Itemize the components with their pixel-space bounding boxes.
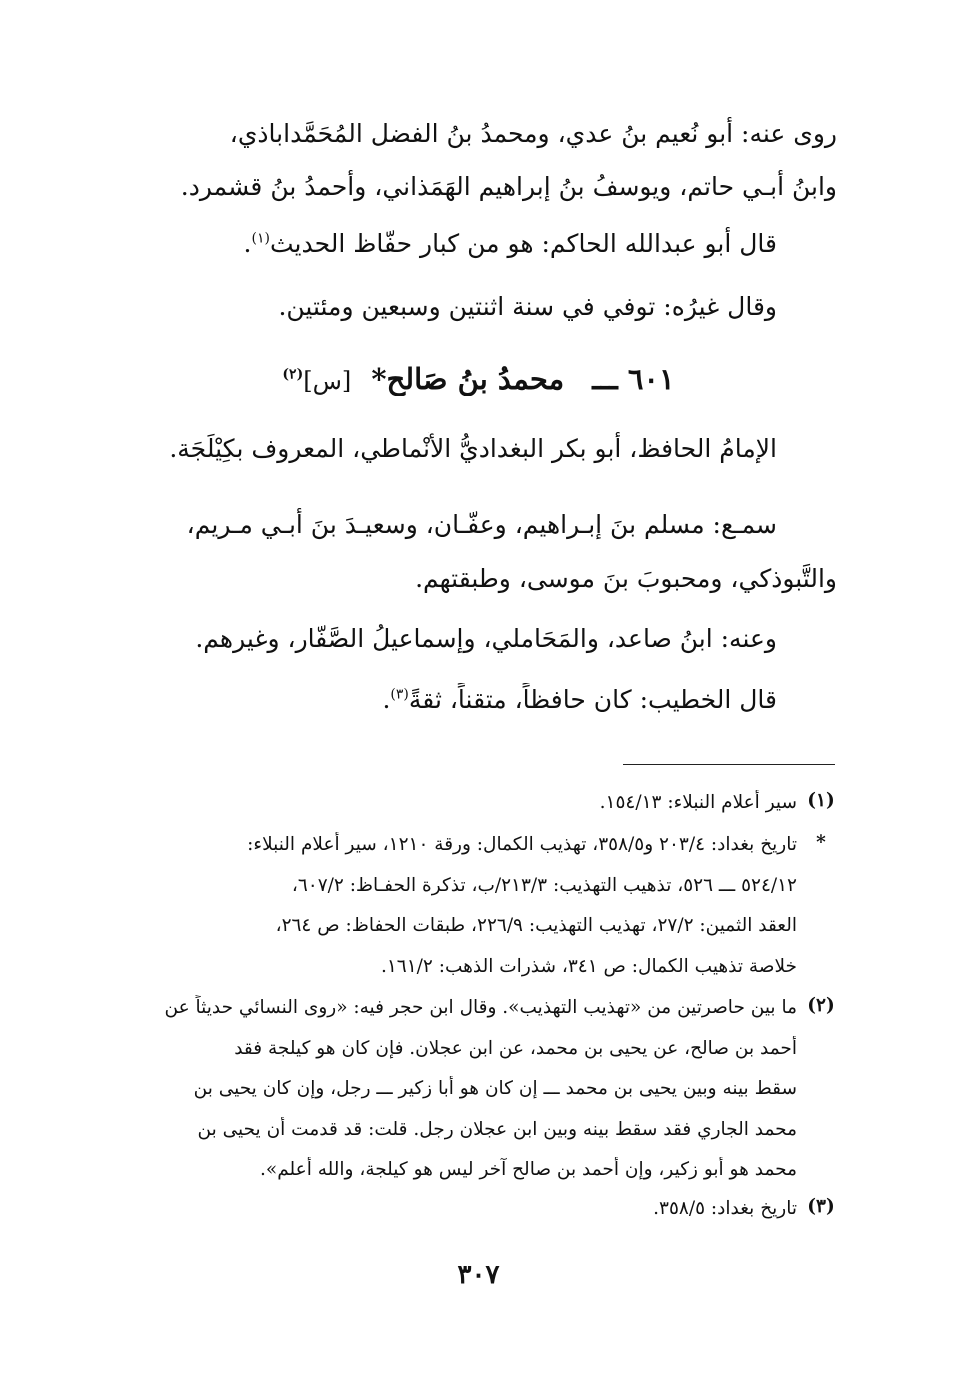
khatib-end: . (382, 685, 391, 714)
hakim-text: قال أبو عبدالله الحاكم: هو من كبار حفّاظ الحديث (269, 229, 777, 258)
entry-name: محمدُ بنُ صَالح (386, 362, 565, 396)
footnote-ref-1: (١) (251, 230, 270, 247)
footnote-2-line-4: محمد الجاري فقد سقط بينه وبين ابن عجلان رجل. قلت: قد قدمت أن يحيى بن (197, 1119, 797, 1140)
hakim-end: . (243, 229, 252, 258)
entry-heading (200, 362, 757, 396)
narrators-line-2: وابنُ أبـي حاتم، ويوسفُ بنُ إبراهيم الهَمَذاني، وأحمدُ بنُ قشمرد. (180, 172, 837, 201)
footnote-3-mark: (٣) (807, 1196, 835, 1217)
footnote-1-text: سير أعلام النبلاء: ١٥٤/١٣. (599, 792, 797, 813)
heard-line-2: والتَّبوذكي، ومحبوبَ بنَ موسى، وطبقتهم. (415, 564, 837, 593)
khatib-statement (140, 683, 777, 717)
footnote-star-line-4: خلاصة تذهيب الكمال: ص ٣٤١، شذرات الذهب: ١٦١/٢. (380, 956, 797, 977)
footnote-star-line-2: ٥٢٤/١٢ ـــ ٥٢٦، تذهيب التهذيب: ٢١٣/٣/ب، تذكرة الحفـاظ: ٦٠٧/٢، (291, 875, 797, 896)
footnote-ref-3: (٣) (390, 686, 409, 703)
page-number: ٣٠٧ (457, 1260, 500, 1290)
hakim-statement (140, 227, 777, 261)
footnote-2-line-1: ما بين حاصرتين من «تهذيب التهذيب». وقال ابن حجر فيه: «روى النسائي حديثاً عن (164, 997, 797, 1018)
footnote-star-line-3: العقد الثمين: ٢٧/٢، تهذيب التهذيب: ٢٢٦/٩، طبقات الحفاظ: ص ٢٦٤، (275, 915, 797, 936)
entry-intro: الإمامُ الحافظ، أبو بكر البغداديُّ الأَنْماطي، المعروف بكِيْلَجَة. (169, 434, 777, 463)
heard-line-1: سمـع: مسلم بنَ إبـراهيم، وعفّـان، وسعيـدَ بنَ أبـي مـريم، (186, 510, 777, 539)
footnote-2-line-3: سقط بينه وبين يحيى بن محمد ـــ إن كان هو أبا زكير ـــ رجل، وإن كان يحيى بن (193, 1078, 797, 1099)
narrators-line-1: روى عنه: أبو نُعيم بنُ عدي، ومحمدُ بنُ الفضل المُحَمَّداباذي، (229, 119, 837, 148)
footnote-2-mark: (٢) (807, 995, 835, 1016)
from-him-statement: وعنه: ابنُ صاعد، والمَحَاملي، وإسماعيلُ الصَّفّار، وغيرهم. (195, 624, 777, 653)
footnote-2-line-5: محمد هو أبو زكير، وإن أحمد بن صالح آخر ليس هو كيلجة، والله أعلم». (260, 1159, 797, 1180)
footnote-1-mark: (١) (807, 790, 835, 811)
footnote-star-line-1: تاريخ بغداد: ٢٠٣/٤ و٣٥٨/٥، تهذيب الكمال: ورقة ١٢١٠، سير أعلام النبلاء: (247, 834, 797, 855)
footnote-3-text: تاريخ بغداد: ٣٥٨/٥. (653, 1198, 797, 1219)
death-statement: وقال غيرُه: توفي في سنة اثنتين وسبعين ومئتين. (278, 292, 777, 321)
entry-star: * (371, 362, 387, 396)
footnote-ref-2: (٢) (282, 366, 304, 383)
entry-symbol: [س] (303, 367, 352, 395)
footnote-star-mark: * (816, 832, 826, 853)
footnote-divider (623, 764, 835, 765)
khatib-text: قال الخطيب: كان حافظاً، متقناً، ثقةً (408, 685, 777, 714)
entry-number: ٦٠١ ـــ (592, 362, 675, 396)
footnote-2-line-2: أحمد بن صالح، عن يحيى بن محمد، عن ابن عجلان. فإن كان هو كيلجة فقد (234, 1038, 797, 1059)
